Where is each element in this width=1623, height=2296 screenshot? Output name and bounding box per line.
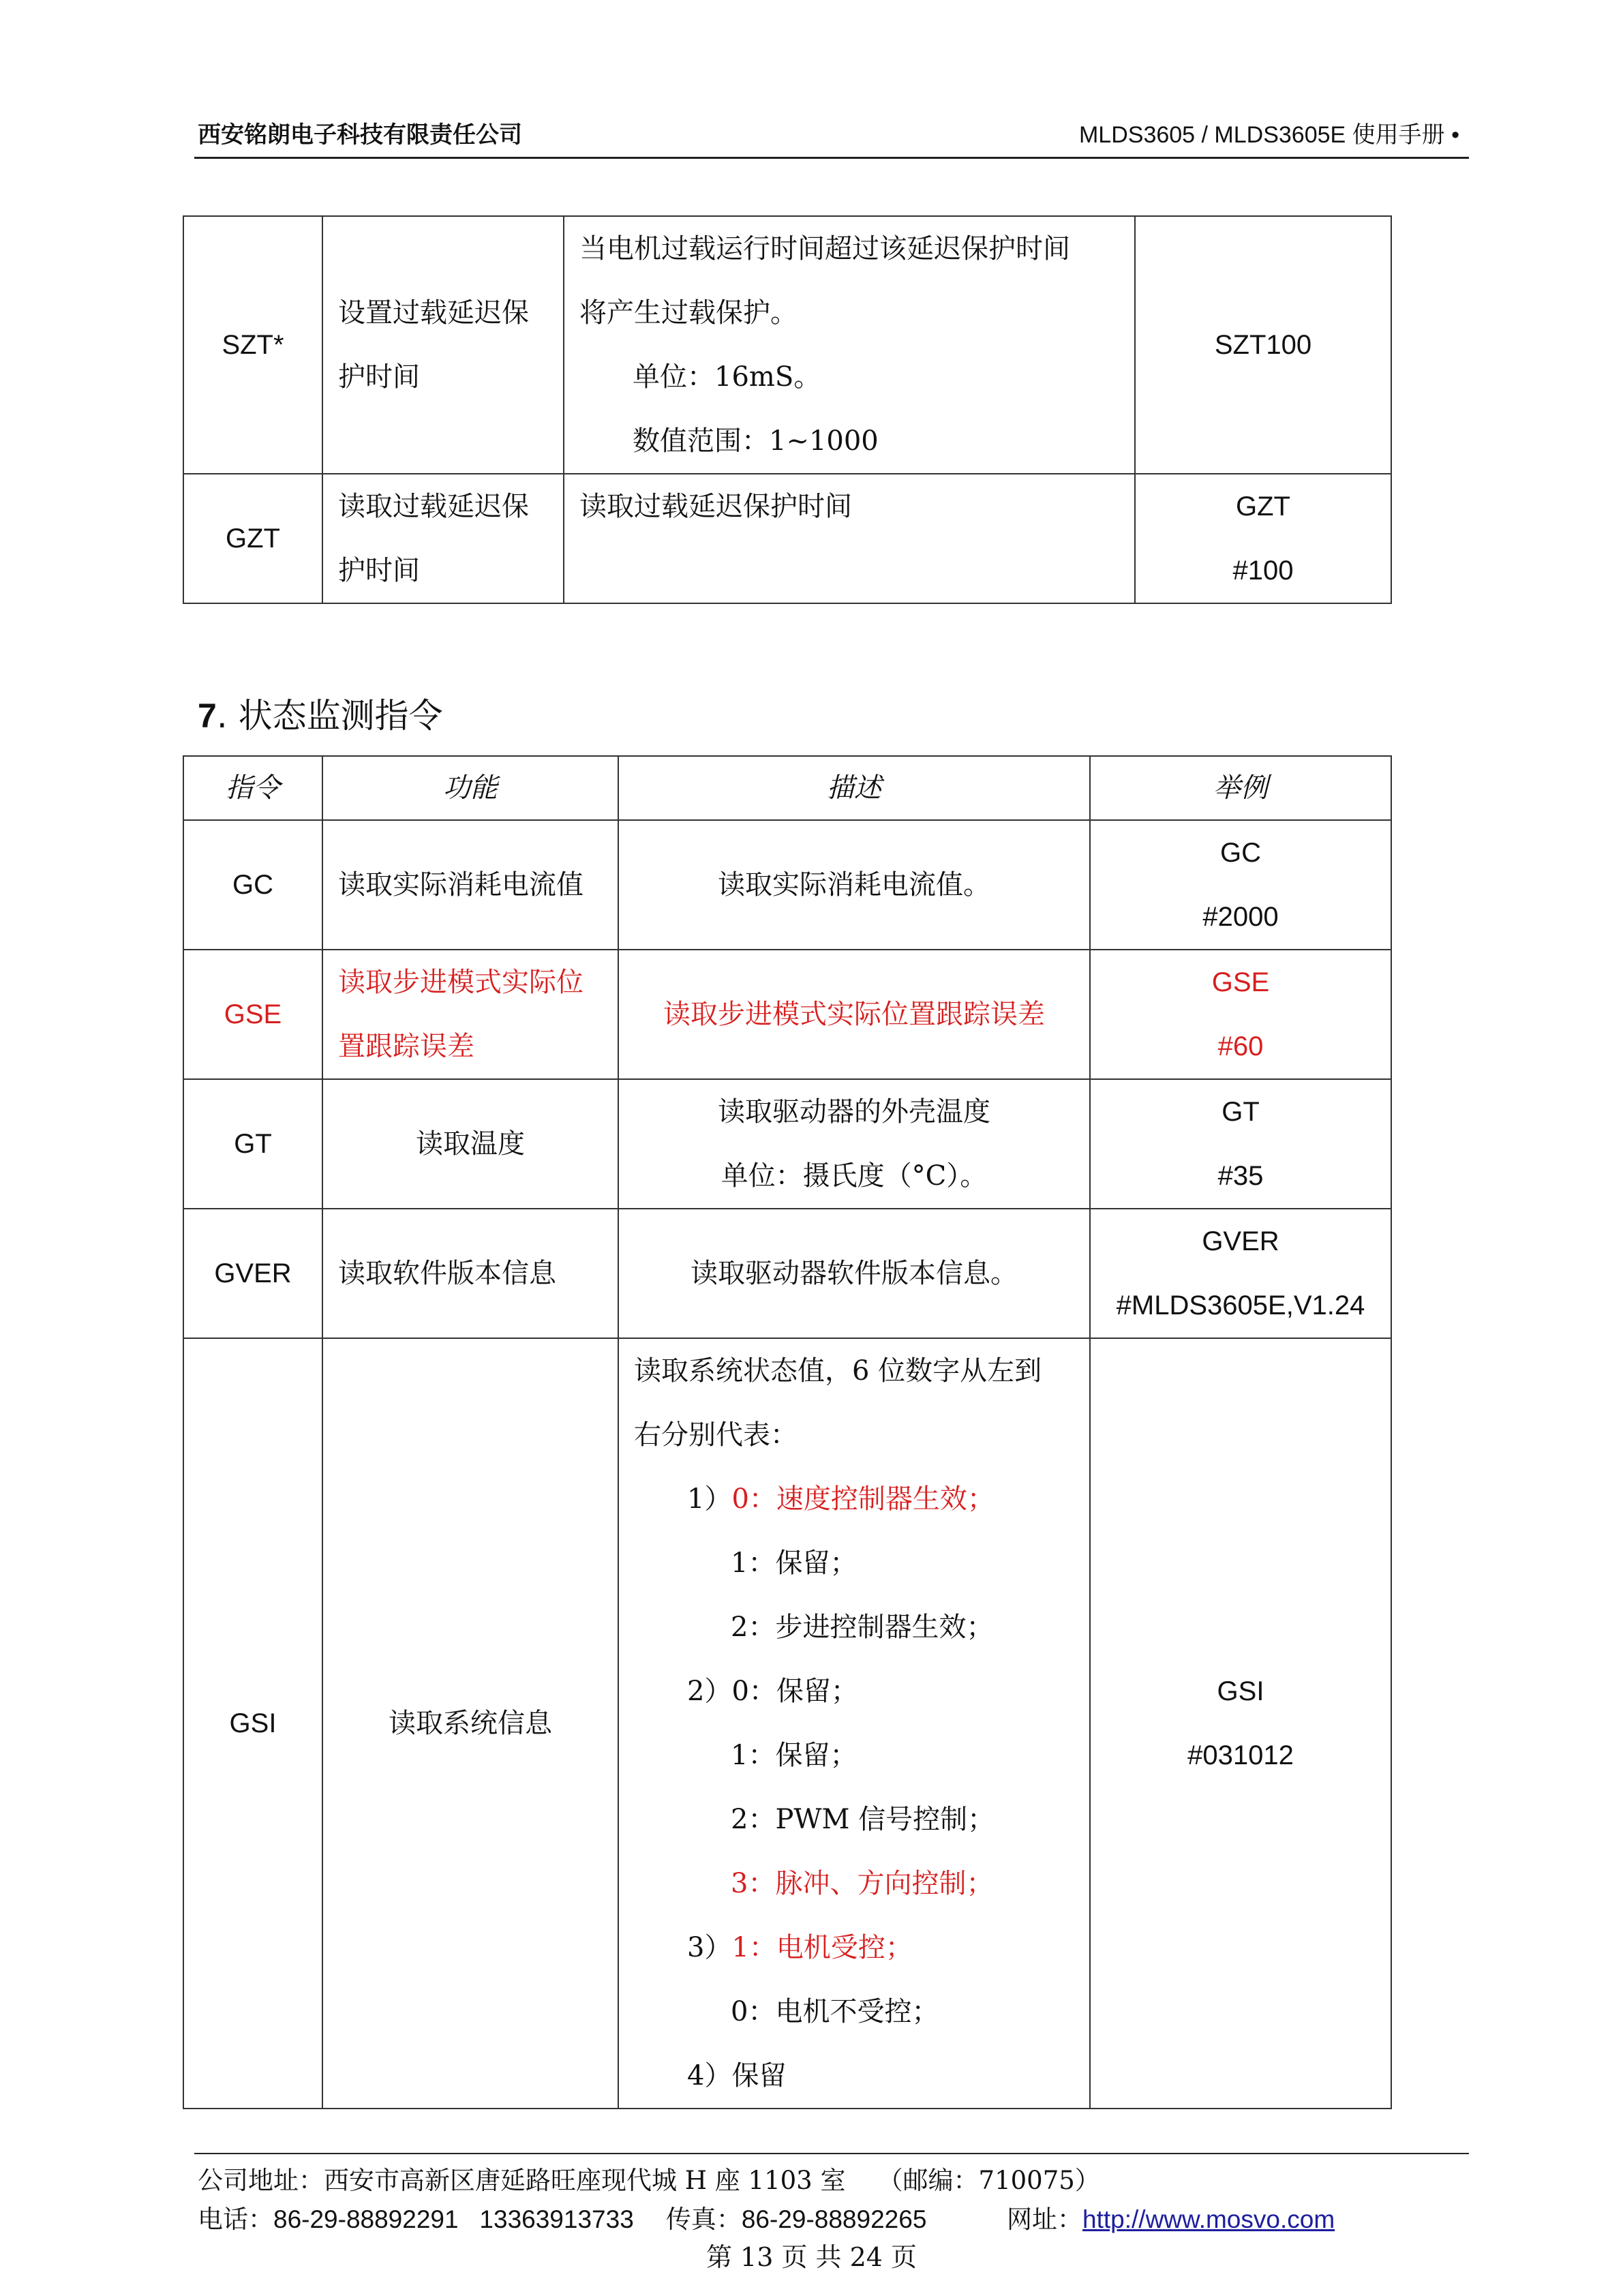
desc-cell: 读取驱动器软件版本信息。 — [618, 1209, 1090, 1338]
footer-divider — [194, 2153, 1469, 2154]
example-cell — [1090, 1079, 1391, 1209]
header-func: 功能 — [322, 756, 618, 820]
section-heading — [198, 689, 443, 738]
desc-line: 数值范围：1~1000 — [633, 425, 879, 457]
footer-address — [198, 2160, 1100, 2196]
table-row — [183, 820, 1391, 950]
cmd-cell: GZT — [183, 474, 322, 603]
desc-cell: 读取实际消耗电流值。 — [618, 820, 1090, 950]
cmd-cell: GSI — [183, 1338, 322, 2109]
desc-line: 读取驱动器的外壳温度 — [718, 1096, 990, 1128]
table-header-row — [183, 756, 1391, 820]
table-row — [183, 1209, 1391, 1338]
desc-line: 4）保留 — [687, 2060, 787, 2091]
address-text: 西安市高新区唐延路旺座现代城 H 座 1103 室 — [324, 2166, 846, 2195]
table-row — [183, 474, 1391, 603]
func-line: 读取过载延迟保 — [338, 491, 529, 522]
example-line: #35 — [1217, 1161, 1264, 1191]
desc-cell — [618, 1338, 1090, 2109]
desc-cell: 读取步进模式实际位置跟踪误差 — [618, 950, 1090, 1079]
address-label: 公司地址： — [198, 2166, 324, 2195]
desc-cell — [564, 216, 1135, 474]
phone-number: 86-29-88892291 13363913733 — [273, 2205, 634, 2233]
func-cell — [322, 950, 618, 1079]
func-cell: 读取软件版本信息 — [322, 1209, 618, 1338]
desc-line: 2：PWM 信号控制； — [731, 1804, 995, 1835]
example-line: GSI — [1217, 1676, 1264, 1706]
cmd-cell: GSE — [183, 950, 322, 1079]
func-line: 护时间 — [338, 361, 420, 393]
fax-number: 86-29-88892265 — [741, 2205, 927, 2233]
example-line: #MLDS3605E,V1.24 — [1116, 1290, 1365, 1320]
desc-line: 2）0：保留； — [687, 1676, 858, 1707]
func-cell — [322, 216, 564, 474]
section-number: 7 — [198, 697, 217, 735]
phone-label: 电话： — [198, 2205, 273, 2234]
example-cell — [1090, 820, 1391, 950]
example-line: GSE — [1211, 967, 1270, 997]
example-cell: SZT100 — [1135, 216, 1391, 474]
desc-line: 将产生过载保护。 — [579, 297, 798, 329]
command-table-continued — [183, 215, 1392, 604]
example-line: GZT — [1236, 492, 1290, 522]
desc-cell: 读取过载延迟保护时间 — [564, 474, 1135, 603]
section-title: . 状态监测指令 — [216, 696, 443, 736]
table-row — [183, 950, 1391, 1079]
header-desc: 描述 — [618, 756, 1090, 820]
func-line: 读取步进模式实际位 — [338, 967, 583, 998]
desc-line: 读取系统状态值，6 位数字从左到 — [634, 1355, 1042, 1387]
desc-cell — [618, 1079, 1090, 1209]
func-cell: 读取温度 — [322, 1079, 618, 1209]
example-line: #031012 — [1187, 1740, 1294, 1770]
company-name: 西安铭朗电子科技有限责任公司 — [198, 121, 522, 149]
example-cell — [1090, 950, 1391, 1079]
func-line: 设置过载延迟保 — [338, 297, 529, 329]
postcode: （邮编：710075） — [877, 2166, 1100, 2195]
highlighted-text: 1：电机受控； — [731, 1932, 913, 1963]
item-number: 3） — [687, 1932, 732, 1963]
status-command-table — [183, 755, 1392, 2109]
desc-line: 单位：16mS。 — [633, 361, 821, 393]
desc-line: 2：步进控制器生效； — [731, 1612, 994, 1643]
example-cell — [1090, 1209, 1391, 1338]
table-row — [183, 1079, 1391, 1209]
func-cell: 读取实际消耗电流值 — [322, 820, 618, 950]
func-line: 护时间 — [338, 555, 420, 586]
desc-line — [634, 1916, 1074, 1980]
example-line: #60 — [1217, 1031, 1264, 1061]
manual-title: MLDS3605 / MLDS3605E 使用手册 • — [1078, 122, 1459, 148]
example-line: GC — [1220, 838, 1261, 868]
table-row — [183, 216, 1391, 474]
header-divider — [194, 157, 1469, 159]
website-link[interactable]: http://www.mosvo.com — [1082, 2205, 1335, 2233]
func-cell: 读取系统信息 — [322, 1338, 618, 2109]
example-line: GT — [1222, 1097, 1260, 1127]
desc-line: 3：脉冲、方向控制； — [731, 1868, 994, 1899]
web-label: 网址： — [1007, 2205, 1083, 2234]
func-cell — [322, 474, 564, 603]
example-cell — [1135, 474, 1391, 603]
func-line: 置跟踪误差 — [338, 1031, 474, 1062]
cmd-cell: GVER — [183, 1209, 322, 1338]
desc-line: 当电机过载运行时间超过该延迟保护时间 — [579, 233, 1070, 265]
fax-label: 传真： — [665, 2205, 742, 2234]
cmd-cell: GC — [183, 820, 322, 950]
desc-line: 1：保留； — [731, 1740, 858, 1771]
header-cmd: 指令 — [183, 756, 322, 820]
example-cell — [1090, 1338, 1391, 2109]
desc-line: 0：电机不受控； — [731, 1996, 939, 2027]
table-row — [183, 1338, 1391, 2109]
desc-line: 单位：摄氏度（°C）。 — [721, 1160, 988, 1192]
desc-line: 1：保留； — [731, 1547, 858, 1579]
desc-line: 右分别代表： — [634, 1419, 798, 1451]
desc-line — [634, 1467, 1074, 1531]
cmd-cell: GT — [183, 1079, 322, 1209]
example-line: #100 — [1232, 556, 1294, 586]
item-number: 1） — [687, 1483, 732, 1515]
cmd-cell: SZT* — [183, 216, 322, 474]
example-line: GVER — [1202, 1226, 1279, 1256]
highlighted-text: 0：速度控制器生效； — [731, 1483, 995, 1515]
example-line: #2000 — [1202, 902, 1279, 932]
header-example: 举例 — [1090, 756, 1391, 820]
page-number: 第 13 页 共 24 页 — [706, 2242, 917, 2272]
footer-contact — [198, 2199, 1335, 2235]
